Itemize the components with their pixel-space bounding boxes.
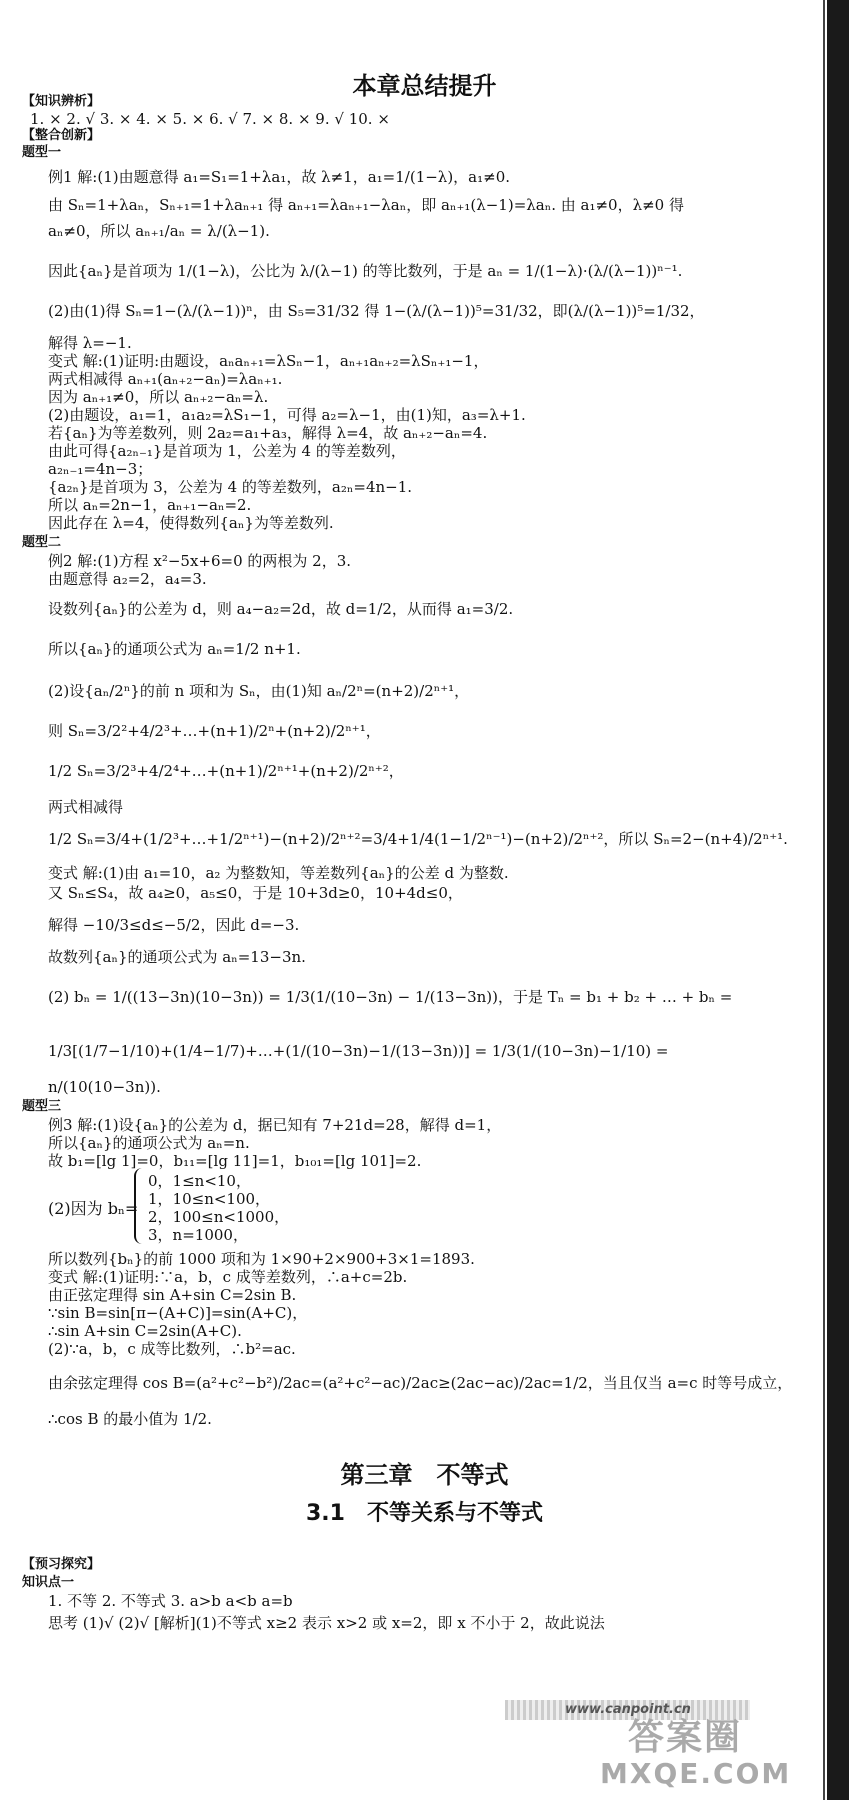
watermark-top-text: 答案圈 [627, 1717, 742, 1758]
text-line: 由余弦定理得 cos B=(a²+c²−b²)/2ac=(a²+c²−ac)/2ac≥(2ac−ac)/2ac=1/2，当且仅当 a=c 时等号成立， [48, 1374, 793, 1392]
text-line: a₂ₙ₋₁=4n−3； [48, 460, 153, 478]
footer-url: www.canpoint.cn [565, 1702, 691, 1717]
text-line: 例3 解:(1)设{aₙ}的公差为 d，据已知有 7+21d=28，解得 d=1， [48, 1116, 502, 1134]
chapter-title: 第三章 不等式 [340, 1461, 509, 1489]
text-line: 例2 解:(1)方程 x²−5x+6=0 的两根为 2，3. [48, 552, 352, 570]
text-line: 若{aₙ}为等差数列，则 2a₂=a₁+a₃，解得 λ=4，故 aₙ₊₂−aₙ=4. [48, 424, 488, 442]
text-line: (2)由题设，a₁=1，a₁a₂=λS₁−1，可得 a₂=λ−1，由(1)知，a₃=λ+1. [48, 406, 526, 424]
text-line: aₙ≠0，所以 aₙ₊₁/aₙ = λ/(λ−1). [48, 222, 270, 240]
type-one-label: 题型一 [22, 145, 62, 160]
knowledge-point-label: 知识点一 [22, 1575, 75, 1590]
text-line: (2)由(1)得 Sₙ=1−(λ/(λ−1))ⁿ，由 S₅=31/32 得 1−(λ/(λ−1))⁵=31/32，即(λ/(λ−1))⁵=1/32， [48, 302, 705, 320]
text-line: 1/2 Sₙ=3/4+(1/2³+…+1/2ⁿ⁺¹)−(n+2)/2ⁿ⁺²=3/4+1/4(1−1/2ⁿ⁻¹)−(n+2)/2ⁿ⁺²，所以 Sₙ=2−(n+4)/2ⁿ⁺¹. [48, 830, 788, 848]
preview-label: 【预习探究】 [22, 1557, 101, 1572]
text-line: 1/3[(1/7−1/10)+(1/4−1/7)+…+(1/(10−3n)−1/(13−3n))] = 1/3(1/(10−3n)−1/10) = [48, 1042, 669, 1060]
text-line: 因此{aₙ}是首项为 1/(1−λ)，公比为 λ/(λ−1) 的等比数列，于是 aₙ = 1/(1−λ)·(λ/(λ−1))ⁿ⁻¹. [48, 262, 683, 280]
text-line: 两式相减得 aₙ₊₁(aₙ₊₂−aₙ)=λaₙ₊₁. [48, 370, 283, 388]
text-line: 设数列{aₙ}的公差为 d，则 a₄−a₂=2d，故 d=1/2，从而得 a₁=3/2. [48, 600, 514, 618]
watermark-logo [600, 1717, 792, 1793]
text-line: 解得 −10/3≤d≤−5/2，因此 d=−3. [48, 916, 300, 934]
text-line: 所以{aₙ}的通项公式为 aₙ=1/2 n+1. [48, 640, 301, 658]
text-line: 因此存在 λ=4，使得数列{aₙ}为等差数列. [48, 514, 334, 532]
text-line: 由此可得{a₂ₙ₋₁}是首项为 1，公差为 4 的等差数列， [48, 442, 406, 460]
answer-key-line: 1. × 2. √ 3. × 4. × 5. × 6. √ 7. × 8. × 9. √ 10. × [30, 110, 390, 128]
type-two-label: 题型二 [22, 535, 62, 550]
text-line: 由 Sₙ=1+λaₙ，Sₙ₊₁=1+λaₙ₊₁ 得 aₙ₊₁=λaₙ₊₁−λaₙ，即 aₙ₊₁(λ−1)=λaₙ. 由 a₁≠0，λ≠0 得 [48, 196, 684, 214]
piecewise-case: 2，100≤n<1000， [148, 1208, 290, 1226]
text-line: ∵sin B=sin[π−(A+C)]=sin(A+C)， [48, 1304, 308, 1322]
piecewise-case: 0，1≤n<10， [148, 1172, 251, 1190]
scan-edge-bar [827, 0, 849, 1800]
text-line: 变式 解:(1)由 a₁=10，a₂ 为整数知，等差数列{aₙ}的公差 d 为整数. [48, 864, 509, 882]
text-line: 1. 不等 2. 不等式 3. a>b a<b a=b [48, 1592, 293, 1610]
text-line: 1/2 Sₙ=3/2³+4/2⁴+…+(n+1)/2ⁿ⁺¹+(n+2)/2ⁿ⁺²， [48, 762, 404, 780]
text-line: (2)因为 bₙ= [48, 1199, 139, 1218]
text-line: 故数列{aₙ}的通项公式为 aₙ=13−3n. [48, 948, 306, 966]
text-line: {a₂ₙ}是首项为 3，公差为 4 的等差数列，a₂ₙ=4n−1. [48, 478, 413, 496]
text-line: (2) bₙ = 1/((13−3n)(10−3n)) = 1/3(1/(10−3n) − 1/(13−3n))，于是 Tₙ = b₁ + b₂ + … + bₙ = [48, 988, 733, 1006]
text-line: 故 b₁=[lg 1]=0，b₁₁=[lg 11]=1，b₁₀₁=[lg 101]=2. [48, 1152, 422, 1170]
section-integration-label: 【整合创新】 [22, 128, 101, 143]
scan-edge-line [823, 0, 825, 1800]
text-line: 由正弦定理得 sin A+sin C=2sin B. [48, 1286, 297, 1304]
text-line: ∴sin A+sin C=2sin(A+C). [48, 1322, 242, 1340]
section-title: 3.1 不等关系与不等式 [306, 1501, 543, 1526]
summary-title: 本章总结提升 [352, 72, 497, 100]
text-line: ∴cos B 的最小值为 1/2. [48, 1410, 212, 1428]
type-three-label: 题型三 [22, 1099, 62, 1114]
text-line: 变式 解:(1)证明:∵a，b，c 成等差数列，∴a+c=2b. [48, 1268, 408, 1286]
text-line: 因为 aₙ₊₁≠0，所以 aₙ₊₂−aₙ=λ. [48, 388, 269, 406]
piecewise-case: 3，n=1000， [148, 1226, 248, 1244]
text-line: (2)∵a，b，c 成等比数列，∴b²=ac. [48, 1340, 296, 1358]
text-line: 思考 (1)√ (2)√ [解析](1)不等式 x≥2 表示 x>2 或 x=2，即 x 不小于 2，故此说法 [48, 1614, 605, 1632]
text-line: 所以{aₙ}的通项公式为 aₙ=n. [48, 1134, 250, 1152]
text-line: 所以 aₙ=2n−1，aₙ₊₁−aₙ=2. [48, 496, 252, 514]
text-line: 变式 解:(1)证明:由题设，aₙaₙ₊₁=λSₙ−1，aₙ₊₁aₙ₊₂=λSₙ₊₁−1， [48, 352, 489, 370]
text-line: 两式相减得 [48, 798, 124, 816]
text-line: (2)设{aₙ/2ⁿ}的前 n 项和为 Sₙ，由(1)知 aₙ/2ⁿ=(n+2)/2ⁿ⁺¹， [48, 682, 470, 700]
text-line: 解得 λ=−1. [48, 334, 132, 352]
text-line: 则 Sₙ=3/2²+4/2³+…+(n+1)/2ⁿ+(n+2)/2ⁿ⁺¹， [48, 722, 381, 740]
section-knowledge-label: 【知识辨析】 [22, 94, 101, 109]
text-line: 由题意得 a₂=2，a₄=3. [48, 570, 207, 588]
text-line: 例1 解:(1)由题意得 a₁=S₁=1+λa₁，故 λ≠1，a₁=1/(1−λ)，a₁≠0. [48, 168, 511, 186]
piecewise-case: 1，10≤n<100， [148, 1190, 271, 1208]
watermark-bottom-text: MXQE.COM [600, 1757, 792, 1790]
piecewise-brace [134, 1168, 146, 1244]
text-line: 所以数列{bₙ}的前 1000 项和为 1×90+2×900+3×1=1893. [48, 1250, 475, 1268]
text-line: n/(10(10−3n)). [48, 1078, 161, 1096]
text-line: 又 Sₙ≤S₄，故 a₄≥0，a₅≤0，于是 10+3d≥0，10+4d≤0， [48, 884, 463, 902]
